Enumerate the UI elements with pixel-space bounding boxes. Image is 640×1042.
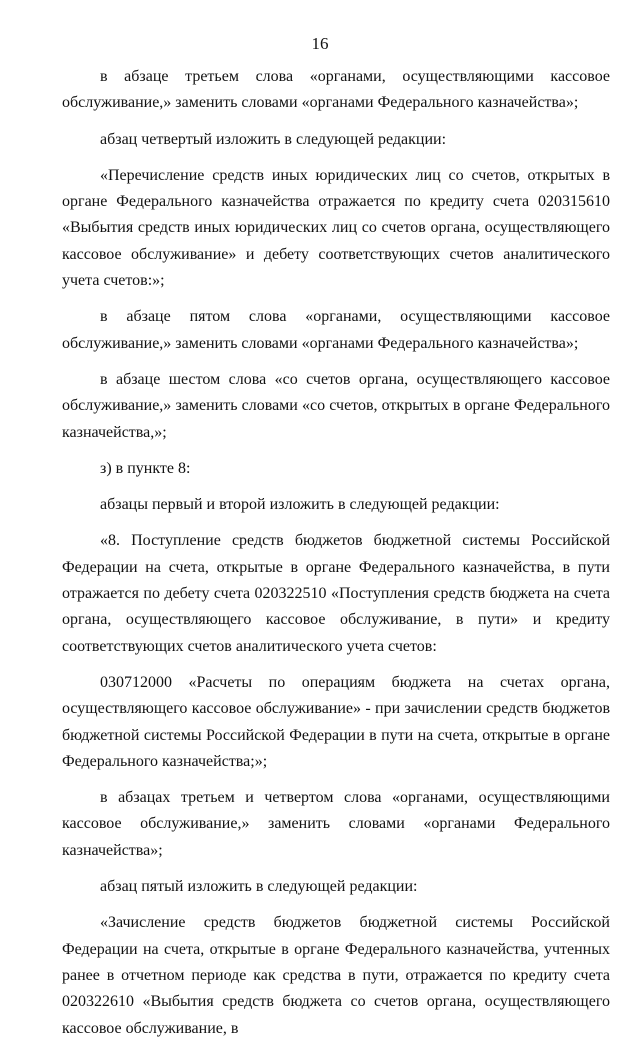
- paragraph-12: «Зачисление средств бюджетов бюджетной системы Российской Федерации на счета, открытые в органе Федерального казначейства, учтенных ранее в отчетном периоде как средства в пути, отражается по кредиту счета 020322610 «Выбытия средств бюджета со счетов органа, осуществляющего кассовое обслуживание, в: [62, 914, 610, 1037]
- paragraph-10: в абзацах третьем и четвертом слова «органами, осуществляющими кассовое обслуживание,» заменить словами «органами Федерального казначейства»;: [62, 789, 610, 859]
- paragraph-7: абзацы первый и второй изложить в следующей редакции:: [100, 496, 500, 514]
- paragraph-8: «8. Поступление средств бюджетов бюджетной системы Российской Федерации на счета, открытые в органе Федерального казначейства, в пути отражается по дебету счета 020322510 «Поступления средств бюджета на счета органа, осуществляющего кассовое обслуживание, в пути» и кредиту соответствующих счетов аналитического учета счетов:: [62, 532, 610, 655]
- paragraph-5: в абзаце шестом слова «со счетов органа, осуществляющего кассовое обслуживание,» заменить словами «со счетов, открытых в органе Федерального казначейства,»;: [62, 370, 610, 441]
- paragraph-1: в абзаце третьем слова «органами, осуществляющими кассовое обслуживание,» заменить словами «органами Федерального казначейства»;: [62, 68, 610, 112]
- page-number: 16: [311, 34, 329, 53]
- paragraph-2: абзац четвертый изложить в следующей редакции:: [100, 130, 447, 148]
- paragraph-11: абзац пятый изложить в следующей редакции:: [100, 878, 418, 896]
- paragraph-4: в абзаце пятом слова «органами, осуществляющими кассовое обслуживание,» заменить словами «органами Федерального казначейства»;: [62, 308, 610, 352]
- paragraph-3: «Перечисление средств иных юридических лиц со счетов, открытых в органе Федерального казначейства отражается по кредиту счета 020315610 «Выбытия средств иных юридических лиц со счетов органа, осуществляющего кассовое обслуживание» и дебету соответствующих счетов аналитического учета счетов:»;: [62, 166, 610, 290]
- paragraph-9: 030712000 «Расчеты по операциям бюджета на счетах органа, осуществляющего кассовое обслуживание» - при зачислении средств бюджетов бюджетной системы Российской Федерации в пути на счета, открытые в органе Федерального казначейства;»;: [62, 673, 610, 770]
- paragraph-6: з) в пункте 8:: [100, 459, 191, 477]
- document-body: [62, 64, 610, 1042]
